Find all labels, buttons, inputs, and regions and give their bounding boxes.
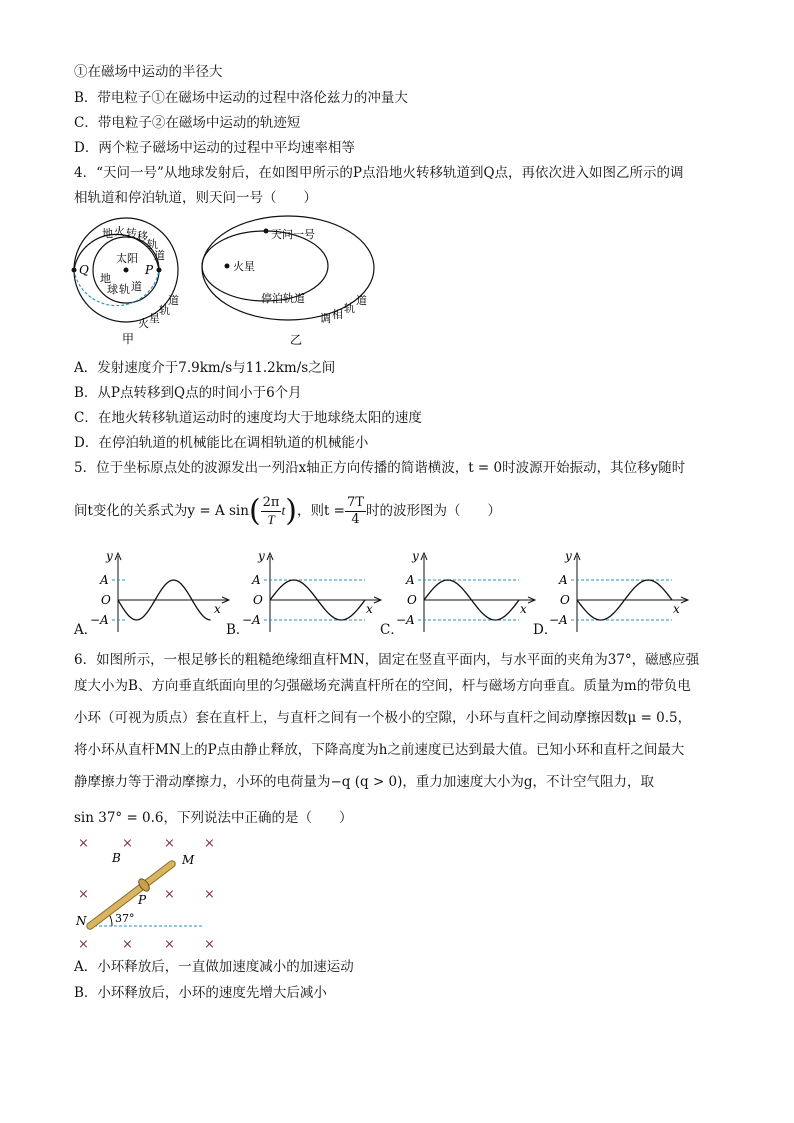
- earth-label-0: 地: [100, 272, 111, 285]
- sun-dot: [124, 268, 129, 273]
- probe-label: 天问一号: [271, 228, 315, 241]
- cross-mark: ×: [204, 836, 215, 851]
- earth-label-2: 轨: [119, 283, 130, 296]
- earth-label-1: 球: [107, 283, 118, 296]
- p-dot: [157, 268, 162, 273]
- mars-label-2: 轨: [159, 304, 170, 317]
- figure-yi: [202, 218, 382, 348]
- cross-mark: ×: [164, 836, 175, 851]
- b-label: B: [112, 851, 121, 865]
- caption-jia: 甲: [122, 332, 135, 346]
- q3-option-d: D．两个粒子磁场中运动的过程中平均速率相等: [74, 140, 355, 156]
- phasing-label-3: 道: [356, 294, 367, 307]
- cross-mark: ×: [78, 937, 89, 952]
- p-label: P: [145, 263, 154, 277]
- q6-stem-line-5: 静摩擦力等于滑动摩擦力，小环的电荷量为−q (q > 0)，重力加速度大小为g，不计空气阻力，取: [74, 774, 655, 790]
- transfer-label-0: 地: [102, 227, 113, 240]
- transfer-label-1: 火: [114, 225, 125, 238]
- amp-label: A: [559, 573, 568, 587]
- cross-marks: [78, 836, 215, 952]
- neg-amp-label: −A: [396, 613, 415, 627]
- parking-label: 停泊轨道: [261, 292, 305, 305]
- cross-mark: ×: [164, 937, 175, 952]
- q5-var-t: t: [281, 503, 286, 518]
- amp-label: A: [406, 573, 415, 587]
- q6-stem-line-1: 6．如图所示，一根足够长的粗糙绝缘细直杆MN，固定在竖直平面内，与水平面的夹角为37°，磁感应强: [74, 652, 700, 668]
- q5-fraction-2: $\frac{7T}{4}$: [347, 495, 364, 527]
- amp-label: A: [100, 573, 109, 587]
- neg-amp-label: −A: [90, 613, 109, 627]
- x-label: x: [673, 602, 680, 616]
- q4-option-d: D．在停泊轨道的机械能比在调相轨道的机械能小: [74, 435, 369, 451]
- q-dot: [72, 268, 77, 273]
- cross-mark: ×: [78, 887, 89, 902]
- y-label: y: [565, 549, 572, 563]
- mars-label-3: 道: [168, 294, 179, 307]
- m-label: M: [182, 853, 195, 867]
- transfer-label-2: 转: [126, 227, 137, 240]
- origin-label: O: [407, 593, 417, 607]
- q6-stem-line-6: sin 37° = 0.6，下列说法中正确的是（ ）: [74, 810, 353, 826]
- cross-mark: ×: [164, 887, 175, 902]
- cross-mark: ×: [122, 937, 133, 952]
- amp-label: A: [252, 573, 261, 587]
- phasing-label-2: 轨: [344, 302, 355, 315]
- q5-option-d: D．: [533, 622, 558, 638]
- neg-amp-label: −A: [549, 613, 568, 627]
- probe-dot: [264, 229, 269, 234]
- q-label: Q: [79, 263, 89, 277]
- q4-option-a: A．发射速度介于7.9km/s与11.2km/s之间: [74, 360, 336, 376]
- x-label: x: [520, 602, 527, 616]
- mars-label: 火星: [233, 260, 255, 273]
- y-label: y: [258, 549, 265, 563]
- phasing-label-1: 相: [332, 308, 343, 321]
- earth-label-3: 道: [131, 280, 142, 293]
- q6-option-b: B．小环释放后，小环的速度先增大后减小: [74, 985, 327, 1001]
- cross-mark: ×: [204, 937, 215, 952]
- q5-fraction-1: $\frac{2\pi}{T}$: [262, 495, 280, 527]
- y-label: y: [106, 549, 113, 563]
- transfer-label-5: 道: [154, 249, 165, 262]
- transfer-label-4: 轨: [147, 238, 158, 251]
- cross-mark: ×: [78, 836, 89, 851]
- x-label: x: [366, 602, 373, 616]
- x-label: x: [214, 602, 221, 616]
- q6-option-a: A．小环释放后，一直做加速度减小的加速运动: [74, 959, 354, 975]
- q5-stem-a: 间t变化的关系式为y = A sin: [74, 503, 249, 519]
- q6-stem-line-4: 将小环从直杆MN上的P点由静止释放，下降高度为h之前速度已达到最大值。已知小环和直杆之间最大: [74, 742, 685, 758]
- origin-label: O: [101, 593, 111, 607]
- q4-option-c: C．在地火转移轨道运动时的速度均大于地球绕太阳的速度: [74, 410, 422, 426]
- q6-stem-line-2: 度大小为B、方向垂直纸面向里的匀强磁场充满直杆所在的空间，杆与磁场方向垂直。质量为m的带负电: [74, 678, 691, 694]
- y-label: y: [412, 549, 419, 563]
- q4-stem-line-2: 相轨道和停泊轨道，则天问一号（ ）: [74, 190, 317, 206]
- q3-option-c: C．带电粒子②在磁场中运动的轨迹短: [74, 115, 301, 131]
- angle-label: 37°: [115, 912, 135, 925]
- mars-label-0: 火: [138, 317, 149, 330]
- q4-stem-line-1: 4．“天问一号”从地球发射后，在如图甲所示的P点沿地火转移轨道到Q点，再依次进入如图乙所示的调: [74, 165, 684, 181]
- q5-stem-line-2: 间t变化的关系式为y = A sin( $\frac{2\pi}{T}$ t)，则t = $\frac{7T}{4}$ 时的波形图为（ ）: [74, 493, 501, 529]
- mars-dot: [225, 264, 230, 269]
- q3-option-b: B．带电粒子①在磁场中运动的过程中洛伦兹力的冲量大: [74, 90, 408, 106]
- q5-stem-b: ，则t =: [296, 503, 345, 519]
- q4-option-b: B．从P点转移到Q点的时间小于6个月: [74, 385, 302, 401]
- mars-label-1: 星: [149, 312, 160, 325]
- figure-rod: [72, 834, 222, 954]
- figure-jia: [72, 218, 192, 348]
- cross-mark: ×: [204, 887, 215, 902]
- q5-option-c: C．: [380, 622, 404, 638]
- phasing-label-0: 调: [320, 312, 331, 325]
- sun-label: 太阳: [116, 252, 138, 265]
- parking-orbit: [202, 231, 328, 301]
- cross-mark: ×: [122, 836, 133, 851]
- q3-option-a-tail: ①在磁场中运动的半径大: [74, 64, 223, 80]
- q6-stem-line-3: 小环（可视为质点）套在直杆上，与直杆之间有一个极小的空隙，小环与直杆之间动摩擦因数μ = 0.5，: [74, 710, 692, 726]
- q5-stem-c: 时的波形图为（ ）: [365, 503, 501, 519]
- q5-stem-line-1: 5．位于坐标原点处的波源发出一列沿x轴正方向传播的简谐横波，t = 0时波源开始振动，其位移y随时: [74, 460, 686, 476]
- origin-label: O: [560, 593, 570, 607]
- q5-option-a: A．: [74, 622, 98, 638]
- neg-amp-label: −A: [242, 613, 261, 627]
- p-label: P: [138, 893, 147, 907]
- caption-yi: 乙: [290, 333, 303, 347]
- n-label: N: [76, 914, 87, 928]
- q5-option-b: B．: [226, 622, 250, 638]
- transfer-label-3: 移: [137, 230, 148, 243]
- origin-label: O: [253, 593, 263, 607]
